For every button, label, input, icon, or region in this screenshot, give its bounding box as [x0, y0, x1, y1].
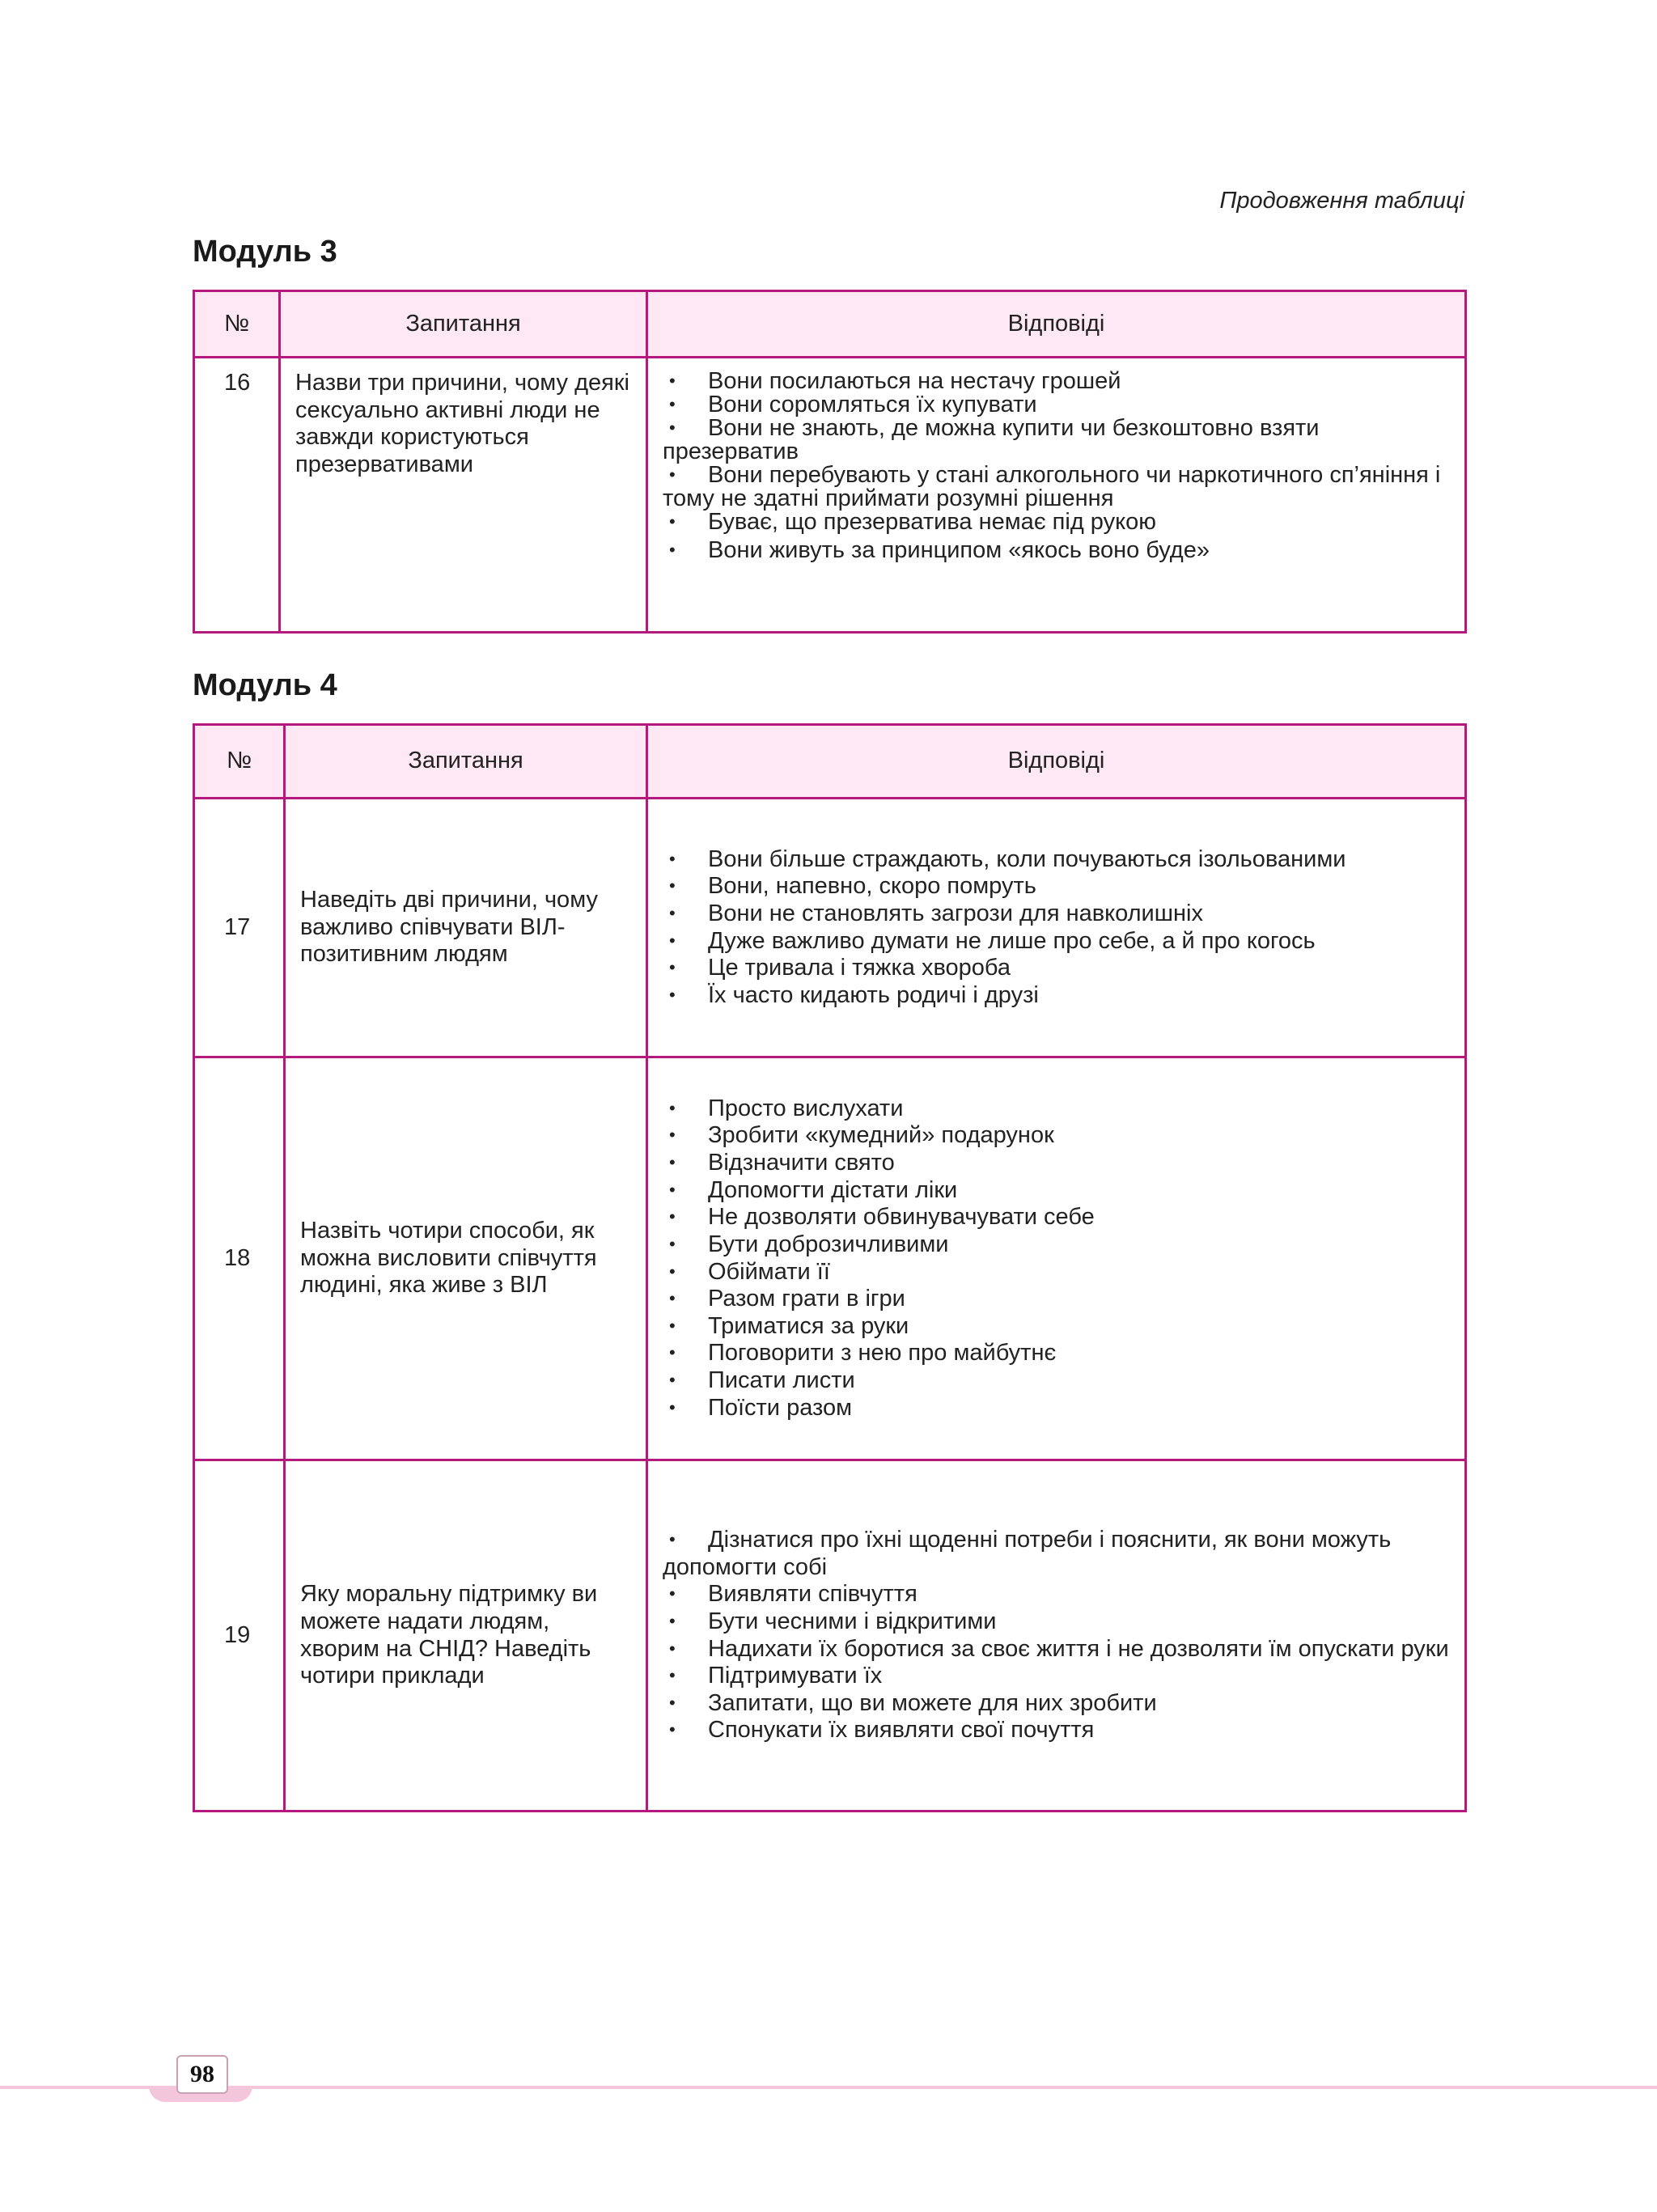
- answer-item: • Писати листи: [663, 1367, 1450, 1395]
- header-question: Запитання: [280, 291, 647, 358]
- bullet-icon: •: [669, 417, 676, 438]
- header-number: №: [194, 291, 280, 358]
- module-4-title: Модуль 4: [193, 668, 337, 702]
- bullet-icon: •: [669, 848, 676, 869]
- answer-item: • Вони більше страждають, коли почуваються ізольованими: [663, 846, 1450, 874]
- bullet-icon: •: [669, 1665, 676, 1686]
- bullet-icon: •: [669, 1288, 676, 1309]
- answer-item: • Не дозволяти обвинувачувати себе: [663, 1204, 1450, 1231]
- answer-item: • Виявляти співчуття: [663, 1581, 1450, 1608]
- bullet-icon: •: [669, 1638, 676, 1659]
- answer-item: • Запитати, що ви можете для них зробити: [663, 1690, 1450, 1718]
- table-continuation-note: Продовження таблиці: [1219, 188, 1464, 214]
- answer-item: • Обіймати її: [663, 1259, 1450, 1286]
- module-3-table: [193, 290, 1467, 634]
- answer-item: • Поговорити з нею про майбутнє: [663, 1340, 1450, 1367]
- answer-item: • Вони, напевно, скоро помруть: [663, 873, 1450, 900]
- row-number: 19: [194, 1460, 285, 1812]
- header-question: Запитання: [285, 725, 647, 799]
- answer-item: • Відзначити свято: [663, 1150, 1450, 1177]
- module-3-title: Модуль 3: [193, 235, 337, 269]
- answer-item: • Допомогти дістати ліки: [663, 1177, 1450, 1205]
- answer-item: • Просто вислухати: [663, 1095, 1450, 1123]
- bullet-icon: •: [669, 1179, 676, 1200]
- bullet-icon: •: [669, 1261, 676, 1282]
- answer-item: • Їх часто кидають родичі і друзі: [663, 982, 1450, 1010]
- row-question: Назвіть чотири способи, як можна висловити співчуття людині, яка живе з ВІЛ: [285, 1057, 647, 1460]
- header-number: №: [194, 725, 285, 799]
- bullet-icon: •: [669, 394, 676, 414]
- header-answers: Відповіді: [647, 291, 1466, 358]
- row-question: Назви три причини, чому деякі сексуально активні люди не завжди користуються презервативами: [280, 358, 647, 633]
- bullet-icon: •: [669, 902, 676, 923]
- bullet-icon: •: [669, 984, 676, 1005]
- bullet-icon: •: [669, 1529, 676, 1549]
- row-question: Наведіть дві причини, чому важливо співчувати ВІЛ-позитивним людям: [285, 799, 647, 1057]
- answer-item: • Вони посилаються на нестачу грошей: [663, 370, 1450, 393]
- answer-item: • Спонукати їх виявляти свої почуття: [663, 1717, 1450, 1744]
- bullet-icon: •: [669, 1692, 676, 1713]
- row-answers: [647, 1460, 1466, 1812]
- table-row: [194, 1057, 1466, 1460]
- row-answers: [647, 799, 1466, 1057]
- answer-item: • Вони перебувають у стані алкогольного чи наркотичного сп’яніння і тому не здатні приймати розумні рішення: [663, 462, 1441, 511]
- table-row: [194, 358, 1466, 633]
- bullet-icon: •: [669, 1233, 676, 1254]
- bullet-icon: •: [669, 1097, 676, 1118]
- table-row: [194, 799, 1466, 1057]
- answer-item: • Триматися за руки: [663, 1313, 1450, 1341]
- row-number: 17: [194, 799, 285, 1057]
- answer-item: • Бути чесними і відкритими: [663, 1608, 1450, 1636]
- bullet-icon: •: [669, 371, 676, 391]
- table-row: [194, 1460, 1466, 1812]
- module-4-table: [193, 723, 1467, 1812]
- bullet-icon: •: [669, 511, 676, 532]
- row-answers: [647, 358, 1466, 633]
- bullet-icon: •: [669, 1315, 676, 1336]
- bullet-icon: •: [669, 540, 676, 560]
- bullet-icon: •: [669, 957, 676, 978]
- bullet-icon: •: [669, 1152, 676, 1172]
- answer-item: • Поїсти разом: [663, 1395, 1450, 1422]
- answer-item: • Вони живуть за принципом «якось воно буде»: [663, 539, 1450, 562]
- page-number: 98: [176, 2055, 228, 2094]
- row-number: 18: [194, 1057, 285, 1460]
- table-header-row: [194, 291, 1466, 358]
- row-number: 16: [194, 358, 280, 633]
- footer-rule-end: [1625, 2086, 1657, 2089]
- bullet-icon: •: [669, 1342, 676, 1363]
- table-header-row: [194, 725, 1466, 799]
- answer-item: • Бути доброзичливими: [663, 1231, 1450, 1259]
- answer-item: • Це тривала і тяжка хвороба: [663, 955, 1450, 982]
- answer-item: • Дуже важливо думати не лише про себе, а й про когось: [663, 928, 1450, 956]
- answer-item: • Вони соромляться їх купувати: [663, 393, 1450, 417]
- answer-item: • Разом грати в ігри: [663, 1286, 1450, 1313]
- answer-item: • Буває, що презерватива немає під рукою: [663, 511, 1450, 534]
- answer-item: • Дізнатися про їхні щоденні потреби і пояснити, як вони можуть допомогти собі: [663, 1527, 1392, 1580]
- bullet-icon: •: [669, 1396, 676, 1417]
- row-question: Яку моральну підтримку ви можете надати людям, хворим на СНІД? Наведіть чотири приклади: [285, 1460, 647, 1812]
- bullet-icon: •: [669, 1206, 676, 1227]
- bullet-icon: •: [669, 930, 676, 951]
- bullet-icon: •: [669, 875, 676, 896]
- answer-item: • Зробити «кумедний» подарунок: [663, 1122, 1450, 1150]
- header-answers: Відповіді: [647, 725, 1466, 799]
- bullet-icon: •: [669, 1583, 676, 1604]
- answer-item: • Надихати їх боротися за своє життя і не дозволяти їм опускати руки: [663, 1636, 1450, 1663]
- bullet-icon: •: [669, 1125, 676, 1146]
- bullet-icon: •: [669, 1610, 676, 1631]
- answer-item: • Вони не становлять загрози для навколишніх: [663, 900, 1450, 928]
- bullet-icon: •: [669, 464, 676, 485]
- bullet-icon: •: [669, 1370, 676, 1390]
- answer-item: • Підтримувати їх: [663, 1663, 1450, 1690]
- row-answers: [647, 1057, 1466, 1460]
- bullet-icon: •: [669, 1719, 676, 1740]
- answer-item: • Вони не знають, де можна купити чи безкоштовно взяти презерватив: [663, 415, 1320, 464]
